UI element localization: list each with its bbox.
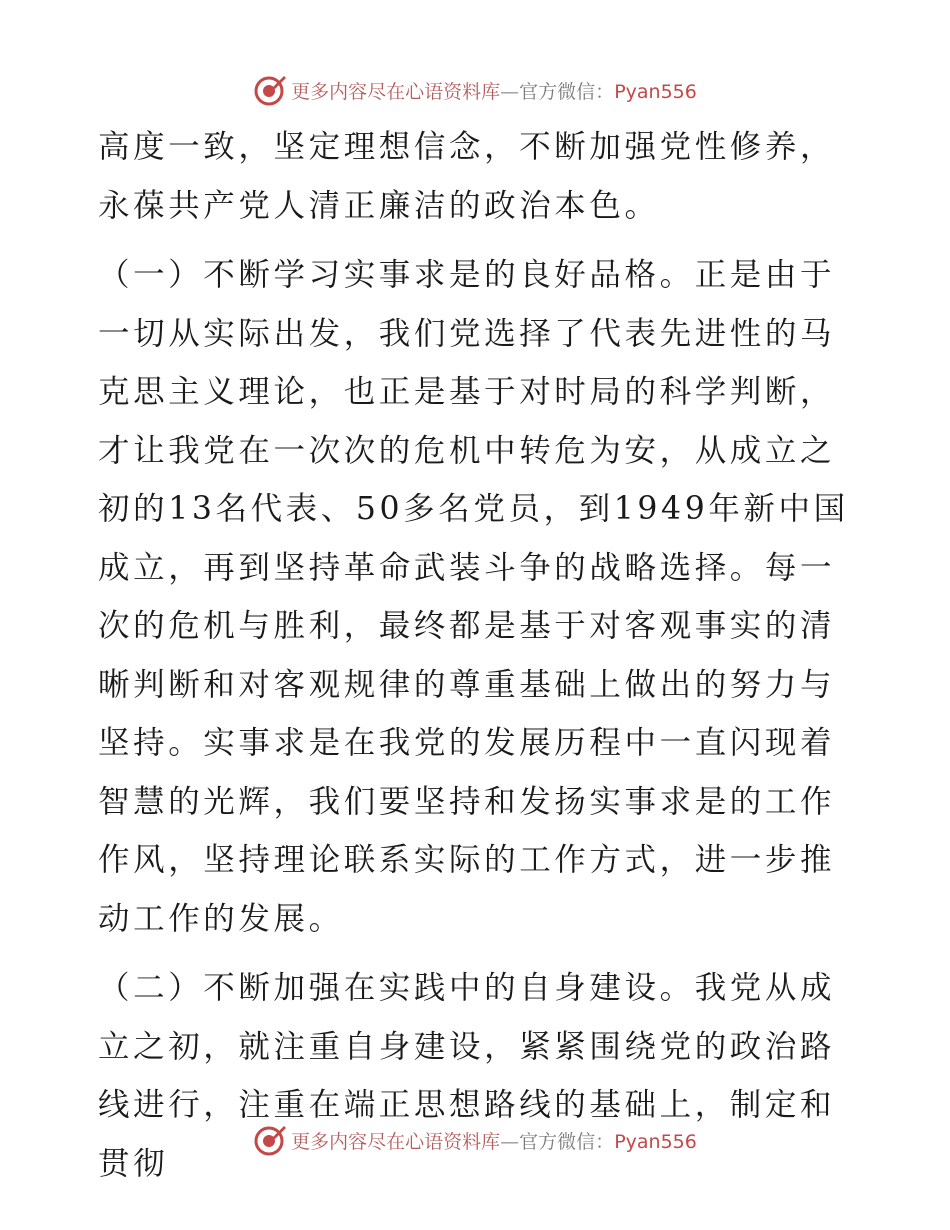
- watermark-wechat-label: 官方微信：: [519, 1130, 615, 1153]
- watermark-text: [291, 77, 697, 104]
- watermark-brand: 更多内容尽在心语资料库: [291, 80, 501, 103]
- watermark-separator: —: [500, 80, 520, 103]
- watermark-footer: [0, 1120, 950, 1160]
- watermark-brand: 更多内容尽在心语资料库: [291, 1130, 501, 1153]
- pen-logo-icon: [253, 73, 287, 107]
- watermark-header: [0, 70, 950, 110]
- document-body: [98, 118, 858, 1193]
- watermark-wechat-id: Pyan556: [614, 1130, 697, 1153]
- paragraph-section-one: （一）不断学习实事求是的良好品格。正是由于一切从实际出发，我们党选择了代表先进性的马克思主义理论，也正是基于对时局的科学判断，才让我党在一次次的危机中转危为安，从成立之初的13名代表、50多名党员，到1949年新中国成立，再到坚持革命武装斗争的战略选择。每一次的危机与胜利，最终都是基于对客观事实的清晰判断和对客观规律的尊重基础上做出的努力与坚持。实事求是在我党的发展历程中一直闪现着智慧的光辉，我们要坚持和发扬实事求是的工作作风，坚持理论联系实际的工作方式，进一步推动工作的发展。: [98, 257, 849, 937]
- paragraph-continuation: 高度一致，坚定理想信念，不断加强党性修养，永葆共产党人清正廉洁的政治本色。: [98, 129, 836, 224]
- watermark-separator: —: [500, 1130, 520, 1153]
- watermark-wechat-id: Pyan556: [614, 80, 697, 103]
- watermark-text: [291, 1127, 697, 1154]
- pen-logo-icon: [253, 1123, 287, 1157]
- paragraph-section-two: （二）不断加强在实践中的自身建设。我党从成立之初，就注重自身建设，紧紧围绕党的政治路线进行，注重在端正思想路线的基础上，制定和贯彻: [98, 970, 836, 1182]
- watermark-wechat-label: 官方微信：: [519, 80, 615, 103]
